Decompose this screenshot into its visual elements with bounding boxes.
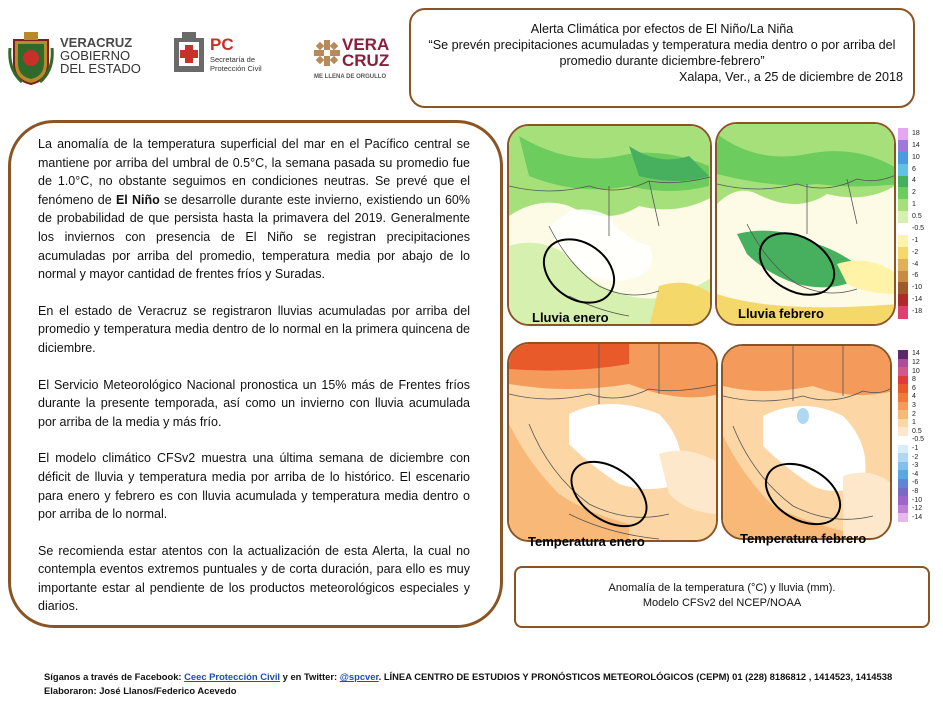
paragraph-smn: El Servicio Meteorológico Nacional pronostica un 15% más de Frentes fríos durante la presente temporada, así como un invierno con lluvia acumulada por arriba de la media y más frío. [38, 377, 470, 429]
legend_temp-tick-label: -0.5 [912, 436, 925, 444]
legend_rain-tick-label: 0.5 [912, 213, 922, 221]
legend_temp-tick-label: 6 [912, 384, 916, 392]
legend_rain-swatch [898, 140, 908, 152]
footer-follow-text: Síganos a través de Facebook: [44, 671, 185, 682]
legend_rain-swatch [898, 259, 908, 271]
legend_rain-tick-label: -2 [912, 248, 919, 256]
alert-date: Xalapa, Ver., a 25 de diciembre de 2018 [678, 70, 903, 84]
coat-of-arms-icon [8, 30, 54, 86]
footer-twitter-text: y en Twitter: [280, 671, 340, 682]
legend_temp-tick-label: -1 [912, 444, 919, 452]
legend_temp-tick-label: 14 [912, 350, 920, 358]
legend_rain-tick-label: 18 [912, 129, 920, 137]
legend_rain-swatch [898, 223, 908, 235]
caption-line2: Modelo CFSv2 del NCEP/NOAA [642, 597, 802, 609]
alert-title-box [409, 8, 915, 108]
veracruz-logo-line2: GOBIERNO [60, 48, 131, 63]
paragraph-enso-part2: se desarrolle durante este invierno, existiendo un 60% de probabilidad de que persista hasta la primavera del 2019. Generalmente los inviernos con presencia de El Niño se registran precipitaciones acumuladas por arriba del promedio, temperatura media por abajo de lo normal y mayor cantidad de frentes fríos y Suradas. [38, 192, 470, 282]
rain-legend [896, 128, 930, 318]
legend_temp-tick-label: -10 [912, 496, 923, 504]
legend_rain-tick-label: -14 [912, 296, 923, 304]
alert-title: Alerta Climática por efectos de El Niño/La Niña [530, 22, 794, 36]
shield-icon [170, 32, 208, 78]
legend_temp-tick-label: 4 [912, 393, 916, 401]
brand-logo-line2: CRUZ [342, 51, 390, 70]
paragraph-enso [38, 135, 470, 284]
el-nino-highlight: El Niño [115, 192, 160, 207]
rain-january-map-image [509, 126, 712, 326]
veracruz-government-logo [6, 28, 156, 90]
alert-subtitle: “Se prevén precipitaciones acumuladas y temperatura media dentro o por arriba del promedio durante diciembre-febrero” [428, 38, 896, 68]
brand-logo-line1: VERA [342, 35, 390, 54]
veracruz-logo-line1: VERACRUZ [60, 35, 133, 50]
legend_rain-tick-label: -1 [912, 236, 919, 244]
legend_rain-swatch [898, 128, 908, 140]
caption-line1: Anomalía de la temperatura (°C) y lluvia (mm). [608, 582, 836, 594]
bulletin-text-box [8, 120, 503, 628]
facebook-link[interactable]: Ceec Protección Civil [184, 671, 281, 682]
map-rain-february-label: Lluvia febrero [738, 306, 824, 321]
legend_rain-tick-label: -10 [912, 284, 923, 292]
paragraph-recommendation: Se recomienda estar atentos con la actualización de esta Alerta, la cual no contempla eventos extremos puntuales y de corta duración, para ello es muy importante estar al pendiente de los productos meteorológicos especiales y diarios. [38, 543, 470, 614]
legend_rain-swatch [898, 187, 908, 199]
maps-caption-box [514, 566, 930, 628]
legend_temp-tick-label: -12 [912, 505, 923, 513]
veracruz-brand-logo [312, 28, 406, 90]
legend_temp-tick-label: 0.5 [912, 427, 922, 435]
temperature-legend [896, 350, 930, 522]
legend_temp-tick-label: -2 [912, 453, 919, 461]
paragraph-cfsv2: El modelo climático CFSv2 muestra una última semana de diciembre con déficit de lluvia y temperatura media por arriba de lo histórico. El escenario para enero y febrero es con lluvia acumulada y temperatura media dentro o por arriba de lo normal. [38, 451, 470, 522]
legend_rain-swatch [898, 164, 908, 176]
legend_temp-tick-label: -6 [912, 479, 919, 487]
rain-legend-colorbar [898, 128, 908, 318]
legend_rain-tick-label: 6 [912, 165, 916, 173]
paragraph-enso-part1: La anomalía de la temperatura superficial del mar en el Pacífico central se mantiene por arriba del umbral de 0.5°C, la semana pasada su promedio fue de 1.0°C, no obstante seguimos en condiciones neutras. Se prevé que el fenómeno de [38, 137, 470, 207]
legend_temp-tick-label: 1 [912, 419, 916, 427]
legend_rain-tick-label: 2 [912, 189, 916, 197]
legend_temp-swatch [898, 513, 908, 522]
map-rain-january [507, 124, 712, 326]
legend_rain-tick-label: 14 [912, 141, 920, 149]
legend_rain-tick-label: -0.5 [912, 224, 925, 232]
map-rain-february [715, 122, 896, 326]
pc-logo-line2: Protección Civil [210, 64, 262, 73]
legend_temp-tick-label: -8 [912, 487, 919, 495]
veracruz-logo-line3: DEL ESTADO [60, 61, 141, 76]
pc-logo-mark: PC [210, 35, 234, 54]
twitter-link[interactable]: @spcver [339, 671, 379, 682]
legend_rain-tick-label: -6 [912, 272, 919, 280]
legend_rain-swatch [898, 235, 908, 247]
footer [44, 670, 892, 698]
paragraph-veracruz: En el estado de Veracruz se registraron lluvias acumuladas por arriba del promedio y temperatura media dentro de lo normal en la primera quincena de diciembre. [38, 303, 470, 355]
legend_temp-tick-label: 8 [912, 376, 916, 384]
legend_rain-swatch [898, 271, 908, 283]
legend_rain-swatch [898, 294, 908, 306]
temperature-january-map-image [509, 344, 718, 542]
map-temperature-february [721, 344, 892, 540]
legend_rain-swatch [898, 199, 908, 211]
legend_temp-tick-label: 2 [912, 410, 916, 418]
pc-logo-line1: Secretaría de [210, 55, 256, 64]
legend_temp-tick-label: 3 [912, 401, 916, 409]
footer-line1 [44, 670, 892, 684]
brand-logo-tagline: ME LLENA DE ORGULLO [314, 74, 387, 80]
footer-authors: Elaboraron: José Llanos/Federico Acevedo [44, 685, 237, 696]
map-temperature-january-label: Temperatura enero [528, 534, 645, 549]
flower-icon [312, 38, 342, 68]
legend_rain-swatch [898, 152, 908, 164]
legend_rain-tick-label: 1 [912, 201, 916, 209]
legend_temp-tick-label: -14 [912, 513, 923, 521]
legend_rain-tick-label: 10 [912, 153, 920, 161]
legend_rain-tick-label: 4 [912, 177, 916, 185]
legend_rain-swatch [898, 176, 908, 188]
legend_rain-swatch [898, 306, 908, 318]
map-temperature-january [507, 342, 718, 542]
temperature-legend-colorbar [898, 350, 908, 522]
legend_temp-tick-label: -4 [912, 470, 919, 478]
rain-february-map-image [717, 124, 896, 326]
header-logos [6, 28, 406, 90]
legend_rain-swatch [898, 247, 908, 259]
legend_temp-tick-label: 12 [912, 358, 920, 366]
legend_rain-tick-label: -18 [912, 308, 923, 316]
temperature-february-map-image [723, 346, 892, 540]
proteccion-civil-logo [170, 28, 290, 90]
legend_rain-swatch [898, 211, 908, 223]
legend_rain-swatch [898, 282, 908, 294]
legend_rain-tick-label: -4 [912, 260, 919, 268]
legend_temp-tick-label: -3 [912, 462, 919, 470]
footer-contact-text: . LÍNEA CENTRO DE ESTUDIOS Y PRONÓSTICOS METEOROLÓGICOS (CEPM) 01 (228) 8186812 , 1414523, 1414538 [378, 671, 893, 682]
legend_temp-tick-label: 10 [912, 367, 920, 375]
map-temperature-february-label: Temperatura febrero [740, 531, 867, 546]
map-rain-january-label: Lluvia enero [532, 310, 609, 325]
